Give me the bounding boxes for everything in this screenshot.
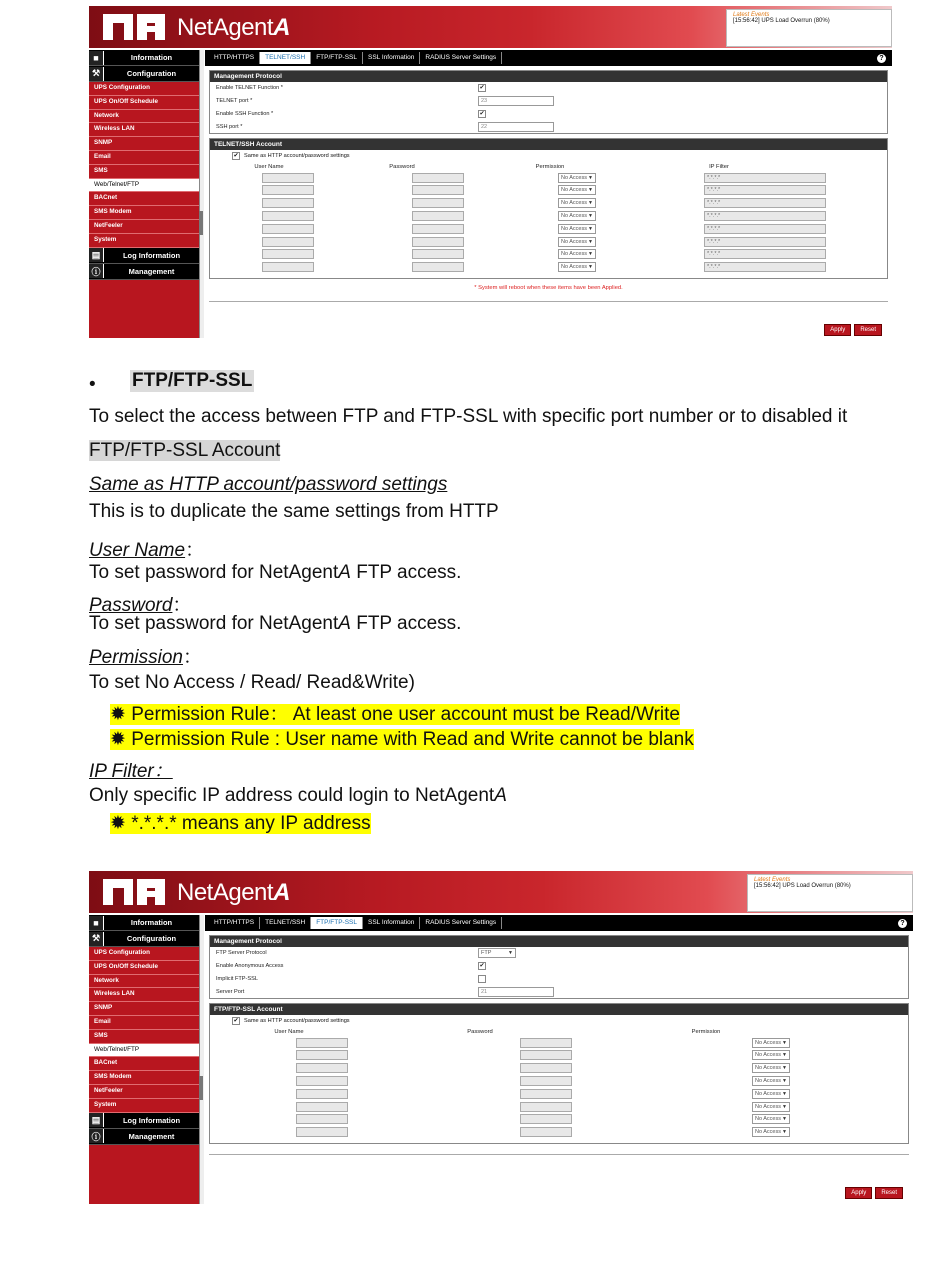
account-header-row xyxy=(210,1027,908,1036)
events-title: Latest Events xyxy=(733,12,770,18)
protocol-row xyxy=(210,95,887,108)
password-input[interactable] xyxy=(412,173,464,183)
user-name-input[interactable] xyxy=(296,1114,348,1124)
user-name-input[interactable] xyxy=(262,237,314,247)
sidebar-item[interactable]: SMS Modem xyxy=(89,1071,199,1085)
sidebar-item[interactable]: System xyxy=(89,1099,199,1113)
main-panel xyxy=(205,915,913,1204)
ip-filter-input[interactable]: *.*.*.* xyxy=(704,224,826,234)
pass-colon: ： xyxy=(172,595,192,616)
user-desc-c: FTP access. xyxy=(350,562,462,583)
permission-select[interactable]: No Access ▼ xyxy=(558,237,596,247)
ip-filter-input[interactable]: *.*.*.* xyxy=(704,249,826,259)
protocol-row xyxy=(210,960,908,973)
protocol-row xyxy=(210,82,887,95)
ip-desc-b: A xyxy=(494,785,507,806)
netagent-logo-icon xyxy=(103,12,167,42)
tools-icon: ⚒ xyxy=(89,67,104,81)
ftp-ssl-screenshot xyxy=(89,871,913,1204)
account-heading: FTP/FTP-SSL Account xyxy=(89,440,281,461)
sidebar-bottom-label: Management xyxy=(128,1131,175,1141)
permission-select[interactable]: No Access ▼ xyxy=(558,211,596,221)
permission-select[interactable]: No Access ▼ xyxy=(752,1076,790,1086)
protocol-row xyxy=(210,985,908,998)
sidebar-bottom-0[interactable] xyxy=(89,1113,199,1129)
permission-select[interactable]: No Access ▼ xyxy=(558,224,596,234)
account-row xyxy=(210,248,887,261)
section-heading: FTP/FTP-SSL xyxy=(132,370,253,391)
account-row xyxy=(210,1126,908,1139)
ip-desc-a: Only specific IP address could login to NetAgent xyxy=(89,785,495,806)
ip-filter-input[interactable]: *.*.*.* xyxy=(704,262,826,272)
section-title: FTP/FTP-SSL Account xyxy=(210,1004,908,1015)
header-banner xyxy=(89,6,892,48)
password-input[interactable] xyxy=(412,224,464,234)
user-name-input[interactable] xyxy=(262,198,314,208)
tab-bar xyxy=(205,915,913,931)
account-row xyxy=(210,1075,908,1088)
account-row xyxy=(210,1113,908,1126)
brand-text: NetAgent xyxy=(177,14,274,41)
main-panel xyxy=(205,50,892,338)
intro-text: To select the access between FTP and FTP-SSL with specific port number or to disabled it xyxy=(89,406,848,427)
account-row xyxy=(210,184,887,197)
password-input[interactable] xyxy=(520,1050,572,1060)
brand-text: NetAgent xyxy=(177,879,274,906)
pass-desc xyxy=(89,613,461,635)
password-input[interactable] xyxy=(412,237,464,247)
tab-1[interactable]: TELNET/SSH xyxy=(260,52,311,64)
perm-desc: To set No Access / Read/ Read&Write) xyxy=(89,672,415,693)
tab-1[interactable]: TELNET/SSH xyxy=(260,917,311,929)
action-buttons xyxy=(824,324,882,336)
account-row xyxy=(210,235,887,248)
password-input[interactable] xyxy=(520,1114,572,1124)
pass-desc-a: To set password for NetAgent xyxy=(89,613,339,634)
sidebar-item[interactable]: Email xyxy=(89,1016,199,1030)
password-input[interactable] xyxy=(520,1127,572,1137)
user-name-input[interactable] xyxy=(296,1076,348,1086)
brand-suffix: A xyxy=(273,879,290,906)
section-title: TELNET/SSH Account xyxy=(210,139,887,150)
tab-2[interactable]: FTP/FTP-SSL xyxy=(311,917,363,929)
password-input[interactable] xyxy=(412,185,464,195)
sidebar-item[interactable]: Wireless LAN xyxy=(89,988,199,1002)
user-title-wrap xyxy=(89,535,204,562)
permission-select[interactable]: No Access ▼ xyxy=(558,249,596,259)
sidebar-item[interactable]: Email xyxy=(89,151,199,165)
user-name-input[interactable] xyxy=(296,1050,348,1060)
sidebar-item[interactable]: System xyxy=(89,234,199,248)
same-as-label: Same as HTTP account/password settings xyxy=(244,153,350,160)
protocol-label: Enable TELNET Function * xyxy=(216,85,283,92)
permission-select[interactable]: No Access ▼ xyxy=(558,262,596,272)
apply-button[interactable]: Apply xyxy=(824,324,851,336)
user-name-input[interactable] xyxy=(296,1127,348,1137)
reset-button[interactable]: Reset xyxy=(854,324,882,336)
same-as-label: Same as HTTP account/password settings xyxy=(244,1018,350,1025)
sidebar-item[interactable]: BACnet xyxy=(89,1057,199,1071)
sidebar xyxy=(89,915,199,1204)
sidebar-item[interactable]: UPS Configuration xyxy=(89,82,199,96)
same-title-wrap xyxy=(89,474,447,496)
user-title: User Name xyxy=(89,540,186,561)
protocol-input[interactable]: 21 xyxy=(478,987,554,997)
latest-events-panel xyxy=(747,874,913,912)
permission-select[interactable]: No Access ▼ xyxy=(752,1038,790,1048)
sidebar-item[interactable]: Network xyxy=(89,110,199,124)
sidebar-bottom-label: Log Information xyxy=(122,250,181,260)
column-header: Permission xyxy=(691,1028,721,1035)
account-row xyxy=(210,197,887,210)
apply-button[interactable]: Apply xyxy=(845,1187,872,1199)
perm-title: Permission xyxy=(89,647,183,668)
user-name-input[interactable] xyxy=(262,185,314,195)
column-header: Password xyxy=(389,163,415,170)
same-as-checkbox[interactable]: ✔ xyxy=(233,153,239,160)
section-title: Management Protocol xyxy=(210,71,887,82)
sidebar-item[interactable]: SNMP xyxy=(89,137,199,151)
latest-events-panel xyxy=(726,9,892,47)
ip-filter-input[interactable]: *.*.*.* xyxy=(704,237,826,247)
tab-2[interactable]: FTP/FTP-SSL xyxy=(311,52,363,64)
sidebar-splitter[interactable] xyxy=(199,50,204,338)
sidebar-head-label: Configuration xyxy=(126,69,177,78)
user-desc-a: To set password for NetAgent xyxy=(89,562,339,583)
splitter-grip[interactable] xyxy=(199,211,203,235)
sidebar-item[interactable]: UPS On/Off Schedule xyxy=(89,96,199,110)
sidebar-item[interactable]: Network xyxy=(89,975,199,989)
section-title: Management Protocol xyxy=(210,936,908,947)
ip-title: IP Filter： xyxy=(89,761,173,782)
tab-4[interactable]: RADIUS Server Settings xyxy=(420,52,502,64)
protocol-label: Server Port xyxy=(216,988,245,995)
sidebar-head-label: Configuration xyxy=(126,934,177,943)
permission-select[interactable]: No Access ▼ xyxy=(558,185,596,195)
permission-select[interactable]: No Access ▼ xyxy=(752,1127,790,1137)
permission-select[interactable]: No Access ▼ xyxy=(752,1114,790,1124)
account-row xyxy=(210,1049,908,1062)
rule-1 xyxy=(110,699,680,726)
rule-mark-icon: ✹ xyxy=(110,729,126,750)
sidebar-head-label: Information xyxy=(130,53,173,62)
pass-desc-c: FTP access. xyxy=(350,613,462,634)
protocol-label: SSH port * xyxy=(216,123,243,130)
ip-filter-input[interactable]: *.*.*.* xyxy=(704,185,826,195)
sidebar-bottom-label: Log Information xyxy=(122,1115,181,1125)
permission-select[interactable]: No Access ▼ xyxy=(752,1089,790,1099)
column-header: Permission xyxy=(535,163,565,170)
password-input[interactable] xyxy=(520,1102,572,1112)
account-row xyxy=(210,261,887,274)
sidebar-head-label: Information xyxy=(130,918,173,927)
reboot-note: * System will reboot when these items have been Applied. xyxy=(474,284,623,291)
sidebar-head-1[interactable] xyxy=(89,931,199,947)
protocol-checkbox[interactable]: ✔ xyxy=(479,110,485,117)
sidebar-item[interactable]: SMS xyxy=(89,1030,199,1044)
sidebar xyxy=(89,50,199,338)
protocol-checkbox[interactable]: ✔ xyxy=(479,85,485,92)
sidebar-head-1[interactable] xyxy=(89,66,199,82)
events-text: [15:56:42] UPS Load Overrun (80%) xyxy=(754,883,851,889)
protocol-label: FTP Server Protocol xyxy=(216,950,267,957)
user-name-input[interactable] xyxy=(296,1063,348,1073)
sidebar-head-0[interactable] xyxy=(89,50,199,66)
rule-2-text: Permission Rule : User name with Read and Write cannot be blank xyxy=(131,729,694,750)
account-row xyxy=(210,210,887,223)
protocol-row xyxy=(210,120,887,133)
sidebar-item[interactable]: Wireless LAN xyxy=(89,123,199,137)
account-row xyxy=(210,1100,908,1113)
sidebar-head-0[interactable] xyxy=(89,915,199,931)
folder-icon: ▤ xyxy=(89,1113,104,1127)
column-header: User Name xyxy=(274,1028,304,1035)
account-row xyxy=(210,222,887,235)
protocol-label: TELNET port * xyxy=(216,98,253,105)
password-input[interactable] xyxy=(412,249,464,259)
events-title: Latest Events xyxy=(754,877,791,883)
user-name-input[interactable] xyxy=(262,262,314,272)
same-desc: This is to duplicate the same settings from HTTP xyxy=(89,501,499,522)
same-title: Same as HTTP account/password settings xyxy=(89,474,448,495)
help-icon[interactable]: ? xyxy=(877,54,886,63)
tools-icon: ⚒ xyxy=(89,932,104,946)
info-icon: ■ xyxy=(89,916,104,930)
sidebar-item[interactable]: SMS Modem xyxy=(89,206,199,220)
same-as-checkbox[interactable]: ✔ xyxy=(233,1018,239,1025)
account-section xyxy=(209,138,888,278)
bullet-dot: • xyxy=(89,374,96,395)
permission-select[interactable]: No Access ▼ xyxy=(558,198,596,208)
user-name-input[interactable] xyxy=(296,1038,348,1048)
column-header: Password xyxy=(467,1028,493,1035)
protocol-label: Enable Anonymous Access xyxy=(216,963,284,970)
folder-icon: ▤ xyxy=(89,248,104,262)
user-name-input[interactable] xyxy=(262,173,314,183)
sidebar-item[interactable]: UPS On/Off Schedule xyxy=(89,961,199,975)
protocol-row xyxy=(210,947,908,960)
column-header: IP Filter xyxy=(709,163,729,170)
info-circle-icon: ⓘ xyxy=(89,1129,104,1143)
password-input[interactable] xyxy=(412,262,464,272)
sidebar-item[interactable]: SNMP xyxy=(89,1002,199,1016)
protocol-checkbox[interactable]: ✔ xyxy=(479,963,485,970)
account-section xyxy=(209,1003,909,1143)
telnet-ssh-screenshot xyxy=(89,6,892,338)
brand-suffix: A xyxy=(273,14,290,41)
protocol-label: Enable SSH Function * xyxy=(216,110,274,117)
perm-title-wrap xyxy=(89,642,202,669)
ip-filter-input[interactable]: *.*.*.* xyxy=(704,211,826,221)
tab-bar xyxy=(205,50,892,66)
ip-filter-input[interactable]: *.*.*.* xyxy=(704,198,826,208)
pass-desc-b: A xyxy=(338,613,351,634)
user-desc-b: A xyxy=(338,562,351,583)
ip-rule-text: *.*.*.* means any IP address xyxy=(131,813,371,834)
protocol-input[interactable]: 22 xyxy=(478,122,554,132)
tab-0[interactable]: HTTP/HTTPS xyxy=(209,52,260,64)
protocol-input[interactable]: 23 xyxy=(478,96,554,106)
user-name-input[interactable] xyxy=(262,224,314,234)
splitter-grip[interactable] xyxy=(199,1076,203,1100)
password-input[interactable] xyxy=(412,211,464,221)
tab-3[interactable]: SSL Information xyxy=(363,52,420,64)
sidebar-item[interactable]: Web/Telnet/FTP xyxy=(89,1044,199,1058)
same-as-http-row xyxy=(210,1015,908,1027)
sidebar-item[interactable]: Web/Telnet/FTP xyxy=(89,179,199,193)
sidebar-item[interactable]: BACnet xyxy=(89,192,199,206)
password-input[interactable] xyxy=(520,1076,572,1086)
info-icon: ■ xyxy=(89,51,104,65)
password-input[interactable] xyxy=(520,1089,572,1099)
account-header-row xyxy=(210,162,887,171)
sidebar-bottom-0[interactable] xyxy=(89,248,199,264)
ip-rule xyxy=(110,812,371,835)
user-name-input[interactable] xyxy=(262,211,314,221)
user-name-input[interactable] xyxy=(296,1089,348,1099)
permission-select[interactable]: No Access ▼ xyxy=(752,1050,790,1060)
protocol-label: Implicit FTP-SSL xyxy=(216,975,258,982)
sidebar-item[interactable]: SMS xyxy=(89,165,199,179)
user-colon: ： xyxy=(185,540,205,561)
protocol-row xyxy=(210,108,887,121)
pass-title: Password xyxy=(89,595,173,616)
user-name-input[interactable] xyxy=(262,249,314,259)
action-buttons xyxy=(845,1187,903,1199)
divider xyxy=(209,1154,909,1155)
sidebar-item[interactable]: UPS Configuration xyxy=(89,947,199,961)
sidebar-bottom-label: Management xyxy=(128,266,175,276)
brand-name xyxy=(177,14,290,42)
netagent-logo-icon xyxy=(103,877,167,907)
password-input[interactable] xyxy=(520,1038,572,1048)
permission-select[interactable]: No Access ▼ xyxy=(752,1102,790,1112)
protocol-row xyxy=(210,973,908,986)
sidebar-bottom-1[interactable] xyxy=(89,1129,199,1145)
sidebar-item[interactable]: NetFeeler xyxy=(89,220,199,234)
reset-button[interactable]: Reset xyxy=(875,1187,903,1199)
user-desc xyxy=(89,562,461,584)
rule-1-text: Permission Rule： At least one user account must be Read/Write xyxy=(131,704,680,725)
perm-colon: ： xyxy=(182,647,202,668)
sidebar-bottom-1[interactable] xyxy=(89,264,199,280)
tab-3[interactable]: SSL Information xyxy=(363,917,420,929)
help-icon[interactable]: ? xyxy=(898,919,907,928)
account-row xyxy=(210,1036,908,1049)
account-row xyxy=(210,171,887,184)
rule-mark-icon: ✹ xyxy=(110,813,126,834)
permission-select[interactable]: No Access ▼ xyxy=(558,173,596,183)
sidebar-item[interactable]: NetFeeler xyxy=(89,1085,199,1099)
password-input[interactable] xyxy=(520,1063,572,1073)
divider xyxy=(209,301,888,302)
password-input[interactable] xyxy=(412,198,464,208)
ip-filter-input[interactable]: *.*.*.* xyxy=(704,173,826,183)
tab-4[interactable]: RADIUS Server Settings xyxy=(420,917,502,929)
same-as-http-row xyxy=(210,150,887,162)
user-name-input[interactable] xyxy=(296,1102,348,1112)
account-row xyxy=(210,1087,908,1100)
permission-select[interactable]: No Access ▼ xyxy=(752,1063,790,1073)
tab-0[interactable]: HTTP/HTTPS xyxy=(209,917,260,929)
protocol-select[interactable]: FTP ▼ xyxy=(478,948,516,958)
column-header: User Name xyxy=(254,163,284,170)
sidebar-splitter[interactable] xyxy=(199,915,204,1204)
info-circle-icon: ⓘ xyxy=(89,264,104,278)
management-protocol-section xyxy=(209,935,909,999)
ip-title-wrap xyxy=(89,756,173,783)
rule-2 xyxy=(110,728,694,751)
management-protocol-section xyxy=(209,70,888,134)
account-row xyxy=(210,1062,908,1075)
rule-mark-icon: ✹ xyxy=(110,704,126,725)
events-text: [15:56:42] UPS Load Overrun (80%) xyxy=(733,18,830,24)
account-heading-wrap xyxy=(89,440,280,462)
ip-desc xyxy=(89,785,507,807)
brand-name xyxy=(177,879,290,907)
header-banner xyxy=(89,871,913,913)
protocol-checkbox[interactable] xyxy=(478,975,486,983)
